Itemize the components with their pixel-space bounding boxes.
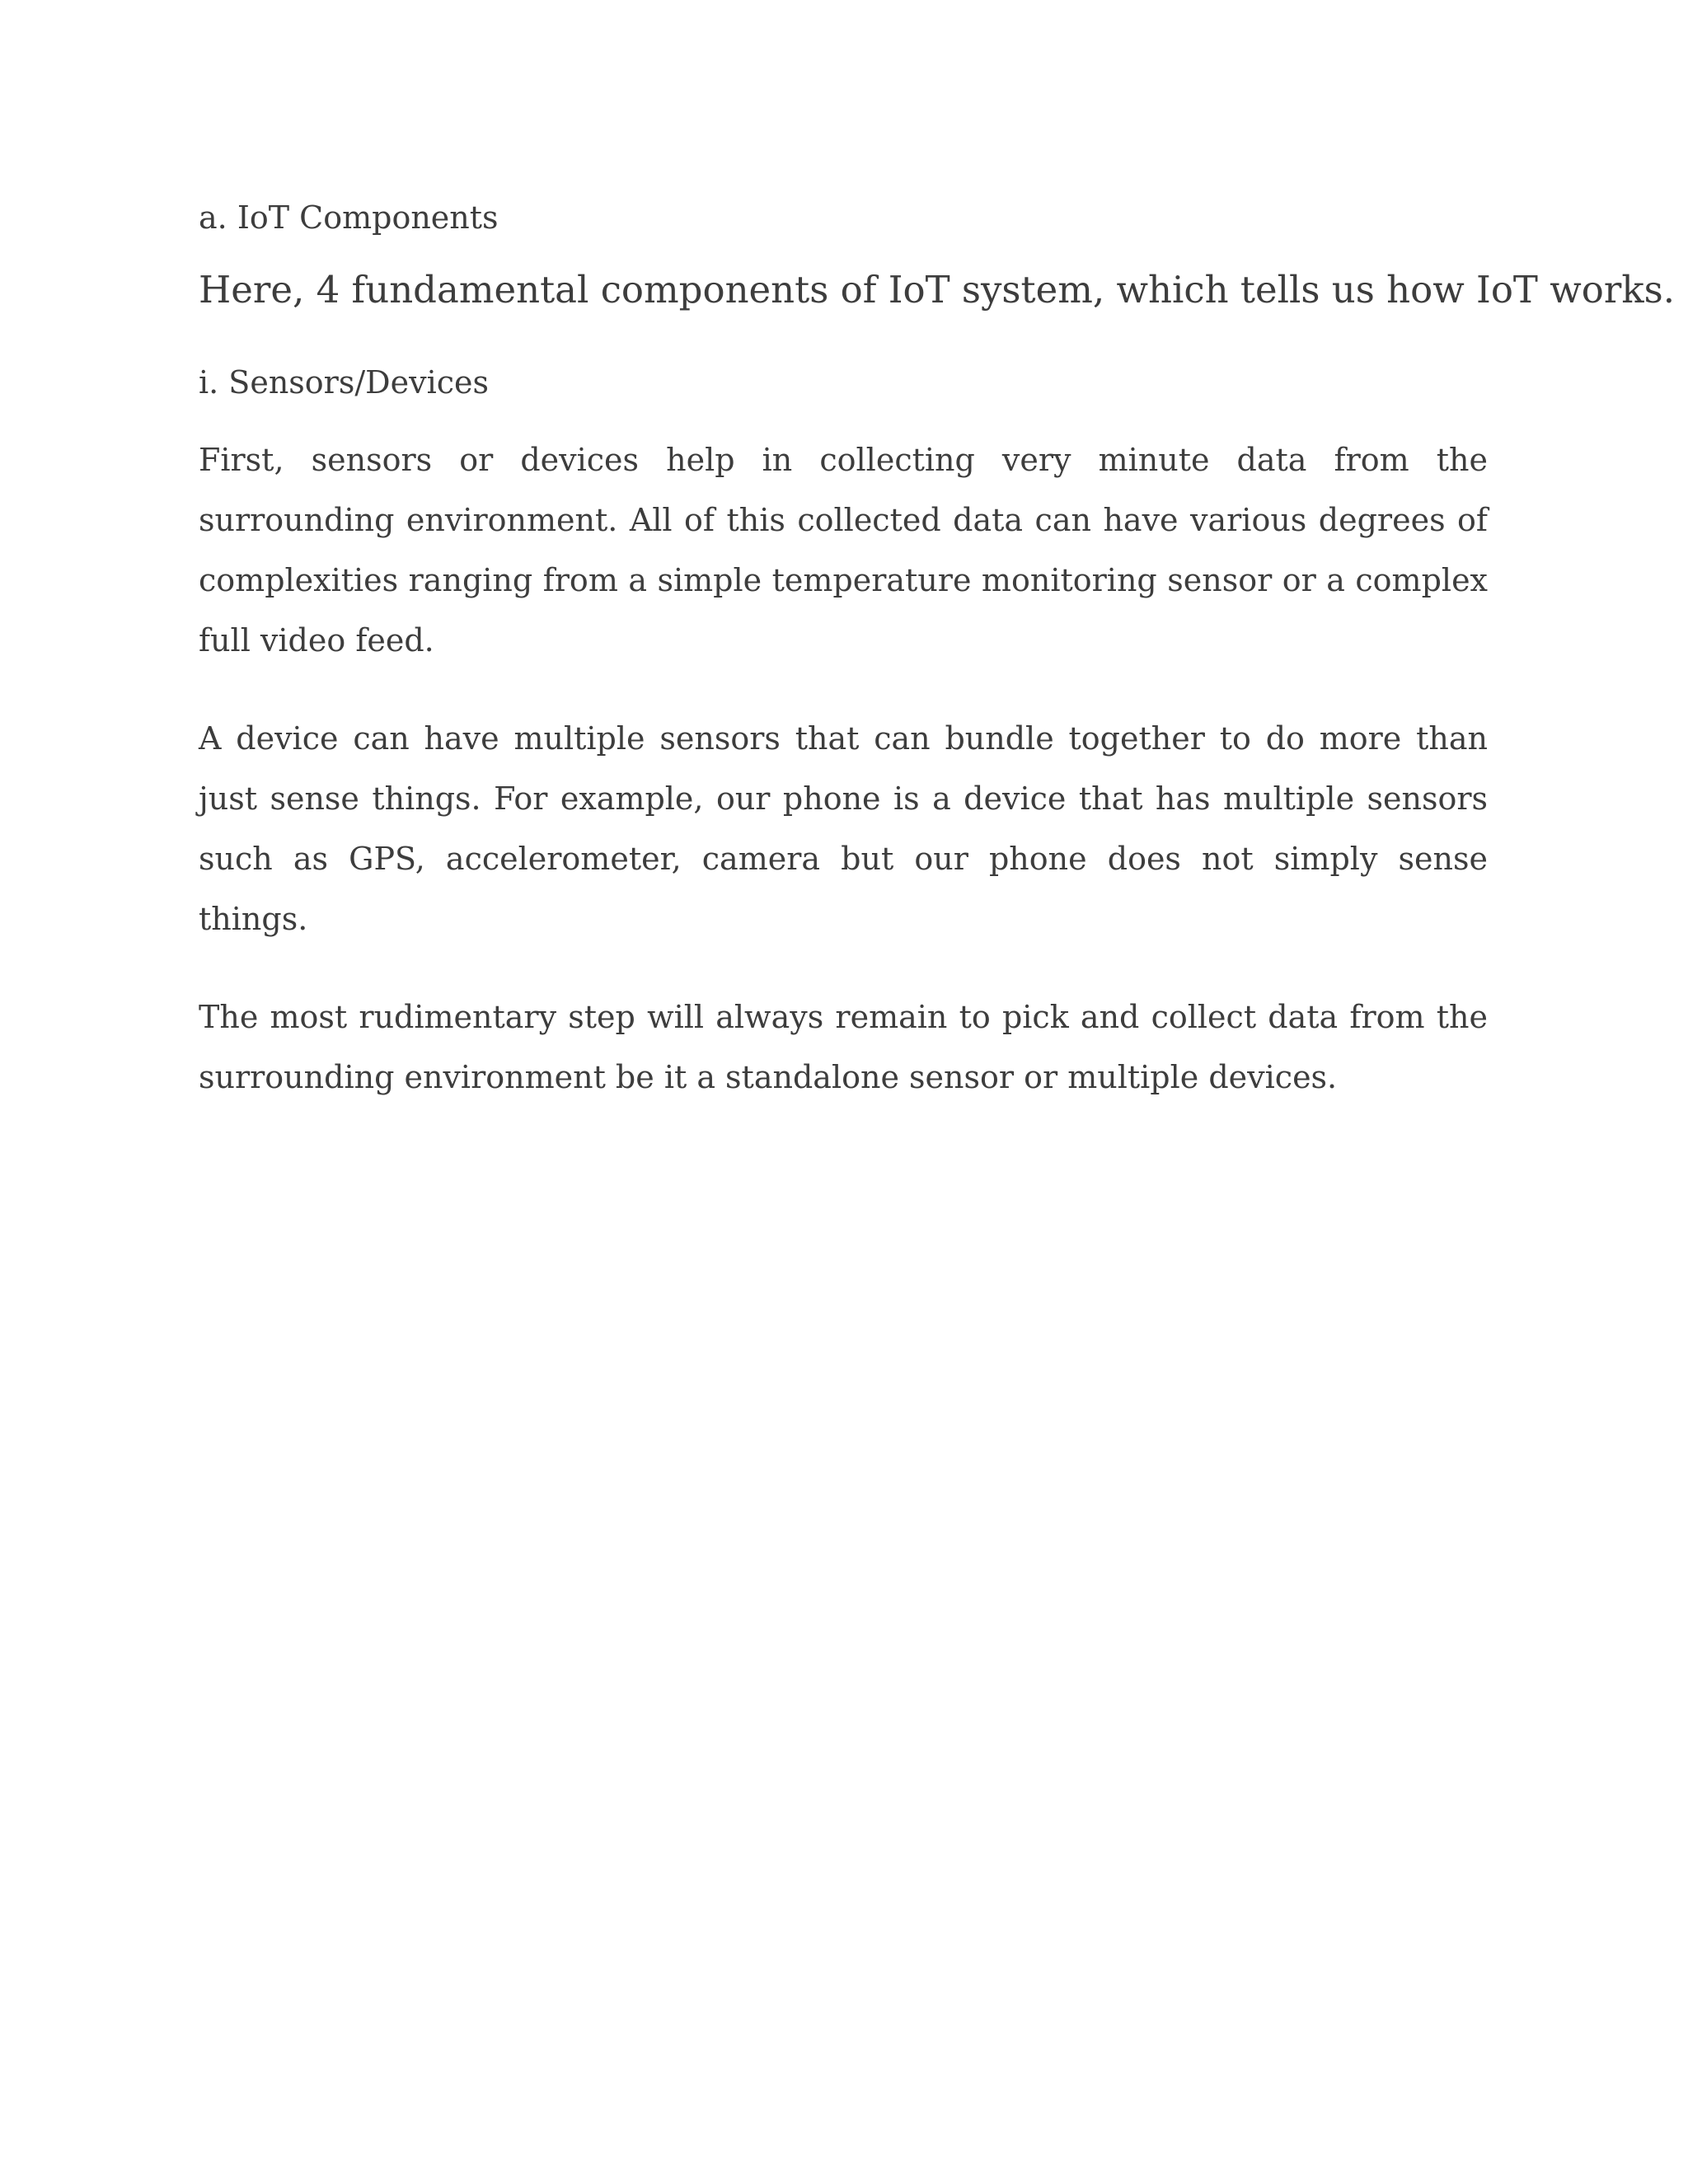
section-heading: a. IoT Components	[199, 199, 499, 236]
lead-sentence: Here, 4 fundamental components of IoT system, which tells us how IoT works.	[199, 268, 1676, 312]
paragraph: The most rudimentary step will always remain to pick and collect data from the surrounding environment be it a standalone sensor or multiple devices.	[199, 999, 1488, 1095]
paragraph: First, sensors or devices help in collecting very minute data from the surrounding environment. All of this collected data can have various degrees of complexities ranging from a simple temperature monitoring sensor or a complex full video feed.	[199, 442, 1488, 658]
document-body	[199, 194, 1676, 1108]
paragraph: A device can have multiple sensors that can bundle together to do more than just sense things. For example, our phone is a device that has multiple sensors such as GPS, accelerometer, camera but our phone does not simply sense things.	[199, 720, 1488, 937]
sub-heading: i. Sensors/Devices	[199, 364, 490, 401]
